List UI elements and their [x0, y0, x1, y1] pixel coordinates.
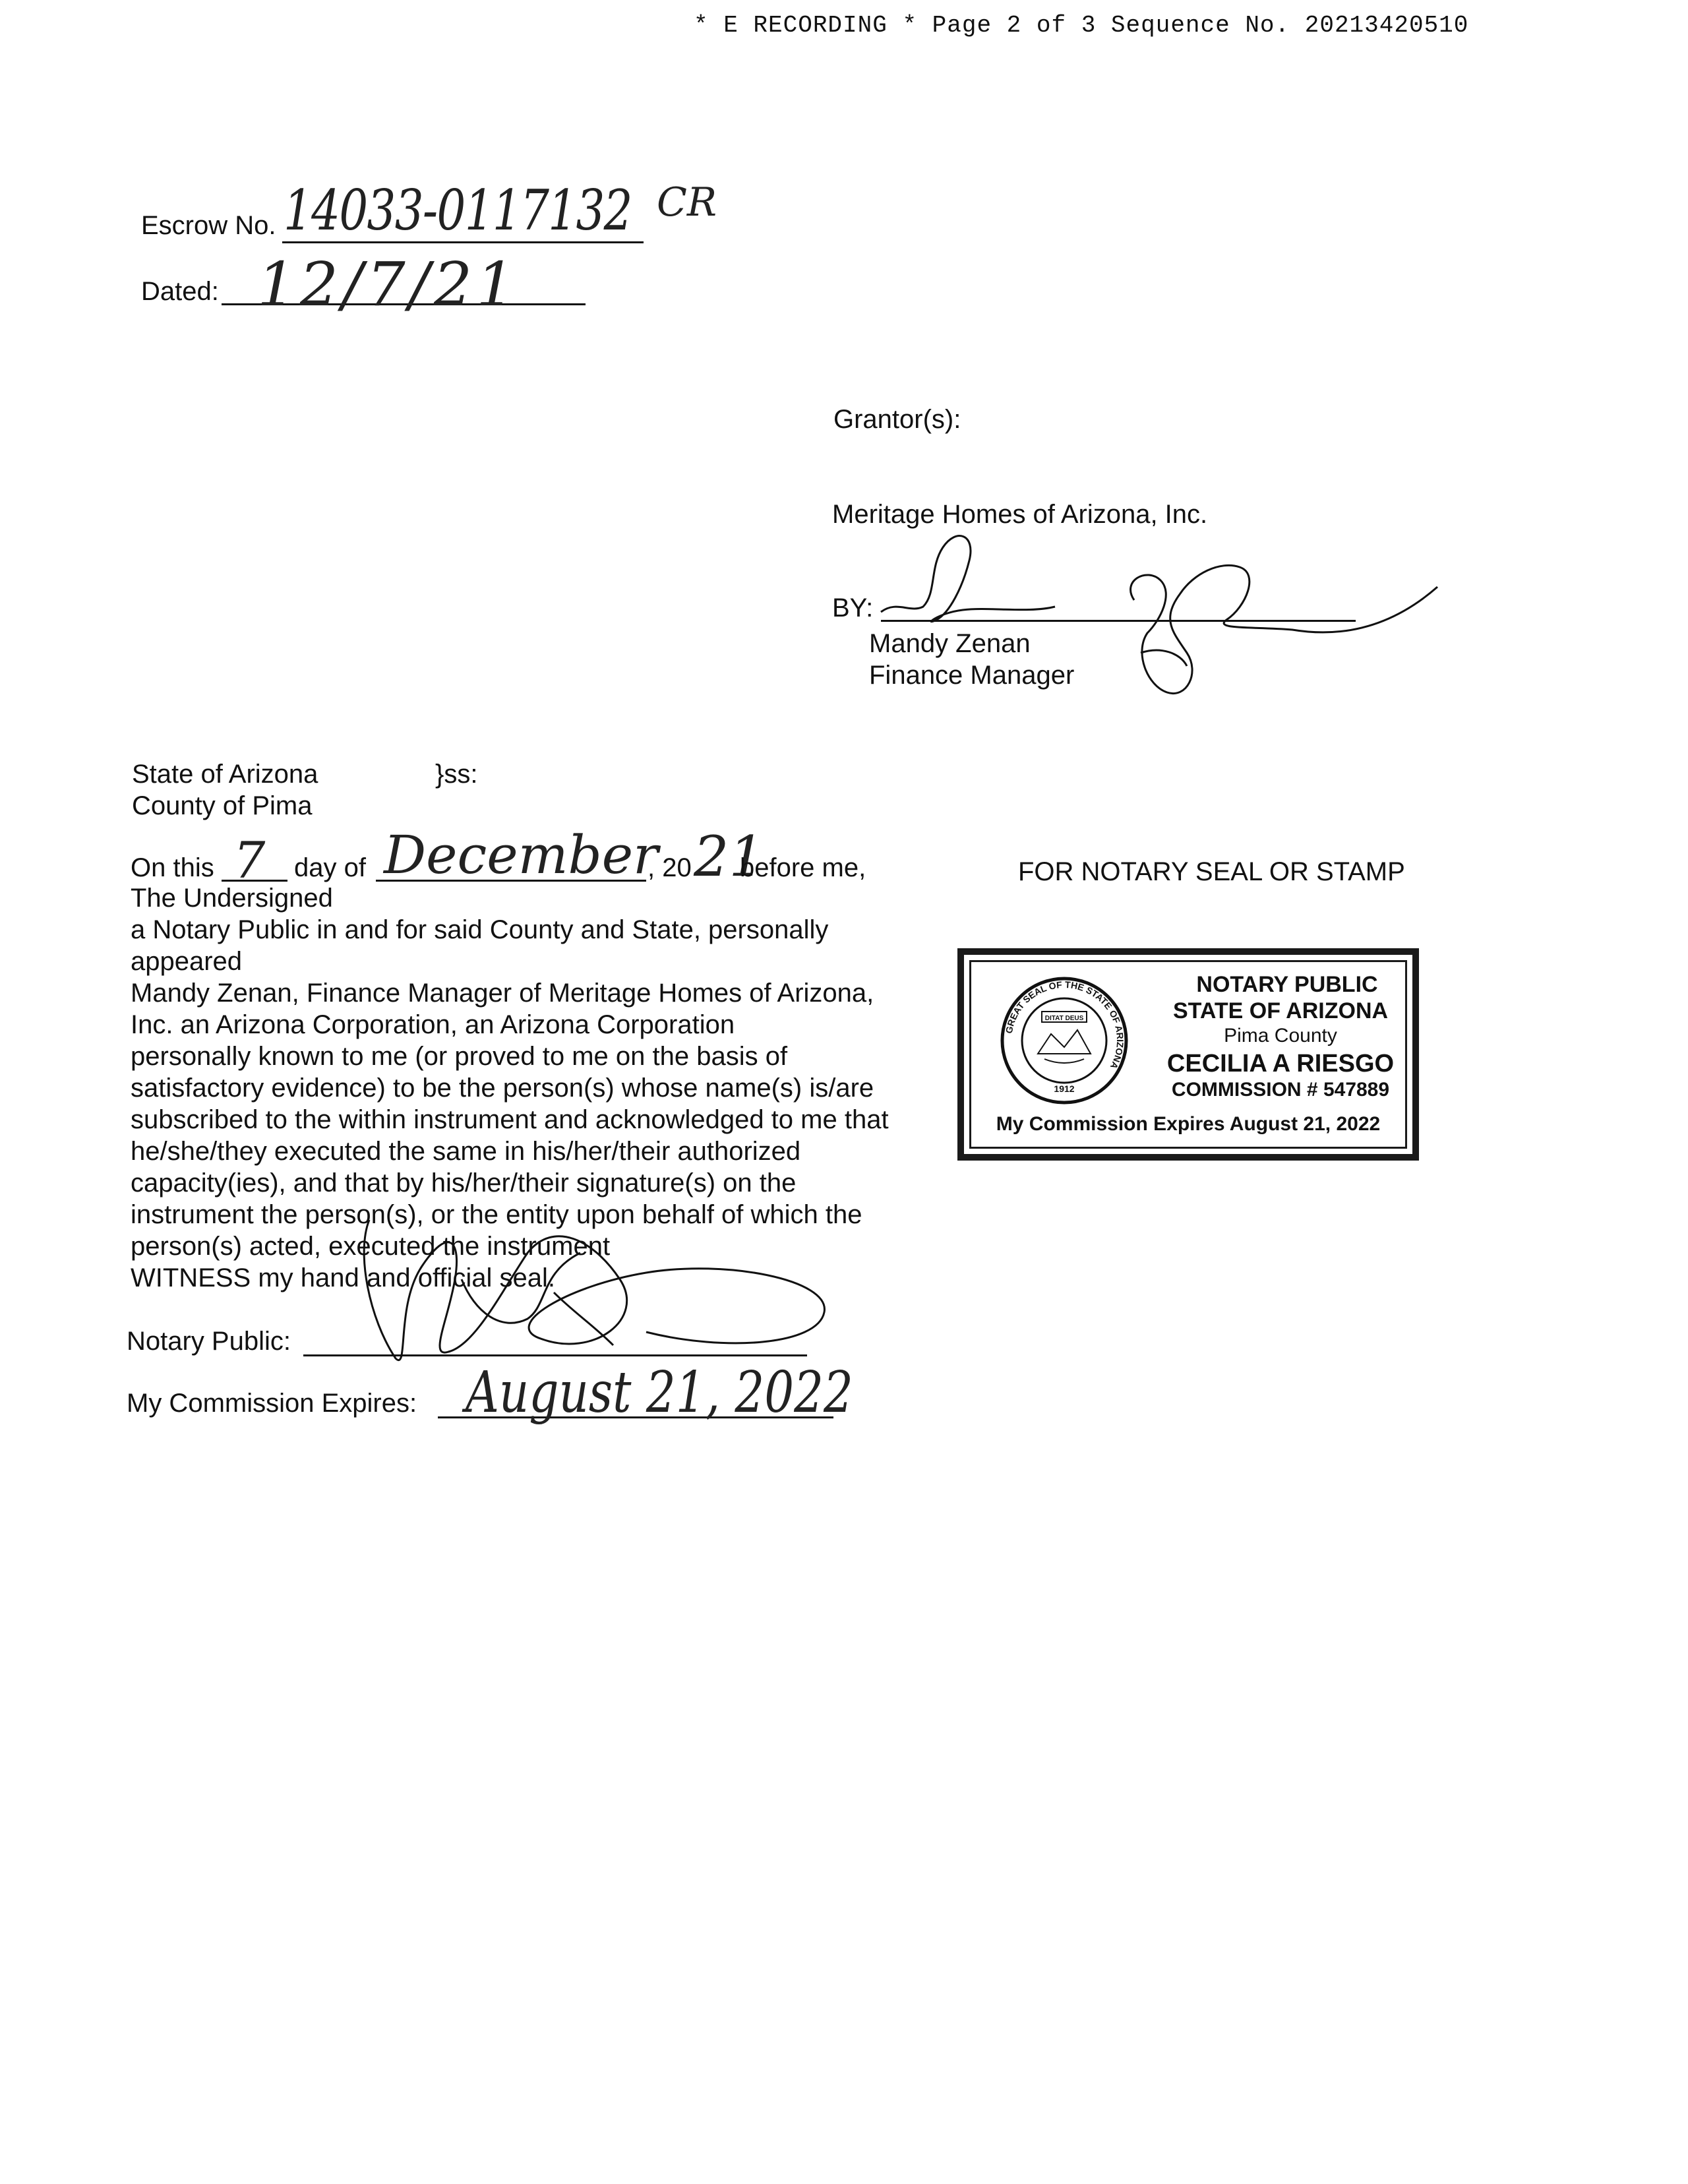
month-handwritten: December	[384, 824, 659, 886]
ack-line: he/she/they executed the same in his/her/their authorized	[131, 1137, 801, 1166]
stamp-line3: Pima County	[1224, 1025, 1337, 1046]
ack-line: personally known to me (or proved to me on the basis of	[131, 1042, 788, 1071]
venue-county: County of Pima	[132, 791, 313, 820]
venue-state: State of Arizona	[132, 760, 318, 789]
ack-line: Inc. an Arizona Corporation, an Arizona Corporation	[131, 1010, 735, 1039]
grantor-company: Meritage Homes of Arizona, Inc.	[832, 500, 1208, 529]
escrow-label: Escrow No.	[141, 211, 276, 240]
seal-year: 1912	[1054, 1083, 1075, 1094]
signer-name: Mandy Zenan	[869, 629, 1031, 658]
escrow-number-handwritten: 14033-0117132	[284, 178, 632, 243]
day-handwritten: 7	[233, 831, 266, 890]
stamp-line4: CECILIA A RIESGO	[1166, 1050, 1395, 1077]
escrow-initials-handwritten: CR	[657, 179, 717, 226]
ack-line: capacity(ies), and that by his/her/their signature(s) on the	[131, 1168, 797, 1198]
year-prefix: , 20	[648, 853, 692, 882]
commission-expires-label: My Commission Expires:	[127, 1389, 417, 1418]
signer-title: Finance Manager	[869, 661, 1075, 690]
dated-label: Dated:	[141, 277, 219, 306]
by-label: BY:	[832, 593, 874, 622]
stamp-line6: My Commission Expires August 21, 2022	[996, 1113, 1381, 1135]
notary-seal-heading: FOR NOTARY SEAL OR STAMP	[1018, 857, 1405, 886]
ack-line: subscribed to the within instrument and acknowledged to me that	[131, 1105, 889, 1134]
svg-text:GREAT SEAL OF THE STATE OF ARI	[1004, 979, 1126, 1071]
seal-ring-text: GREAT SEAL OF THE STATE OF ARIZONA	[1003, 979, 1126, 1071]
ack-line: instrument the person(s), or the entity upon behalf of which the	[131, 1200, 862, 1229]
ack-line: WITNESS my hand and official seal.	[131, 1263, 555, 1292]
on-this-label: On this	[131, 853, 214, 882]
ack-line: satisfactory evidence) to be the person(s) whose name(s) is/are	[131, 1074, 874, 1103]
ack-line: a Notary Public in and for said County and State, personally	[131, 915, 829, 944]
dated-handwritten: 12/7/21	[257, 249, 519, 320]
ack-line: appeared	[131, 947, 243, 976]
great-seal-icon	[998, 975, 1130, 1107]
seal-motto: DITAT DEUS	[1044, 1015, 1084, 1022]
notary-public-label: Notary Public:	[127, 1327, 291, 1356]
recording-header: * E RECORDING * Page 2 of 3 Sequence No. 20213420510	[694, 12, 1469, 39]
before-me-label: before me,	[740, 853, 866, 882]
grantor-heading: Grantor(s):	[833, 405, 961, 434]
stamp-line1: NOTARY PUBLIC	[1196, 972, 1378, 997]
ack-line: The Undersigned	[131, 884, 333, 913]
stamp-line2: STATE OF ARIZONA	[1172, 998, 1389, 1023]
ack-line: Mandy Zenan, Finance Manager of Meritage Homes of Arizona,	[131, 979, 874, 1008]
year-handwritten: 21	[694, 824, 764, 889]
notary-stamp	[957, 948, 1419, 1161]
commission-handwritten: August 21, 2022	[466, 1360, 853, 1426]
venue-ss: }ss:	[435, 760, 478, 789]
stamp-line5: COMMISSION # 547889	[1171, 1079, 1390, 1101]
day-of-label: day of	[294, 853, 366, 882]
ack-line: person(s) acted, executed the instrument	[131, 1232, 611, 1261]
